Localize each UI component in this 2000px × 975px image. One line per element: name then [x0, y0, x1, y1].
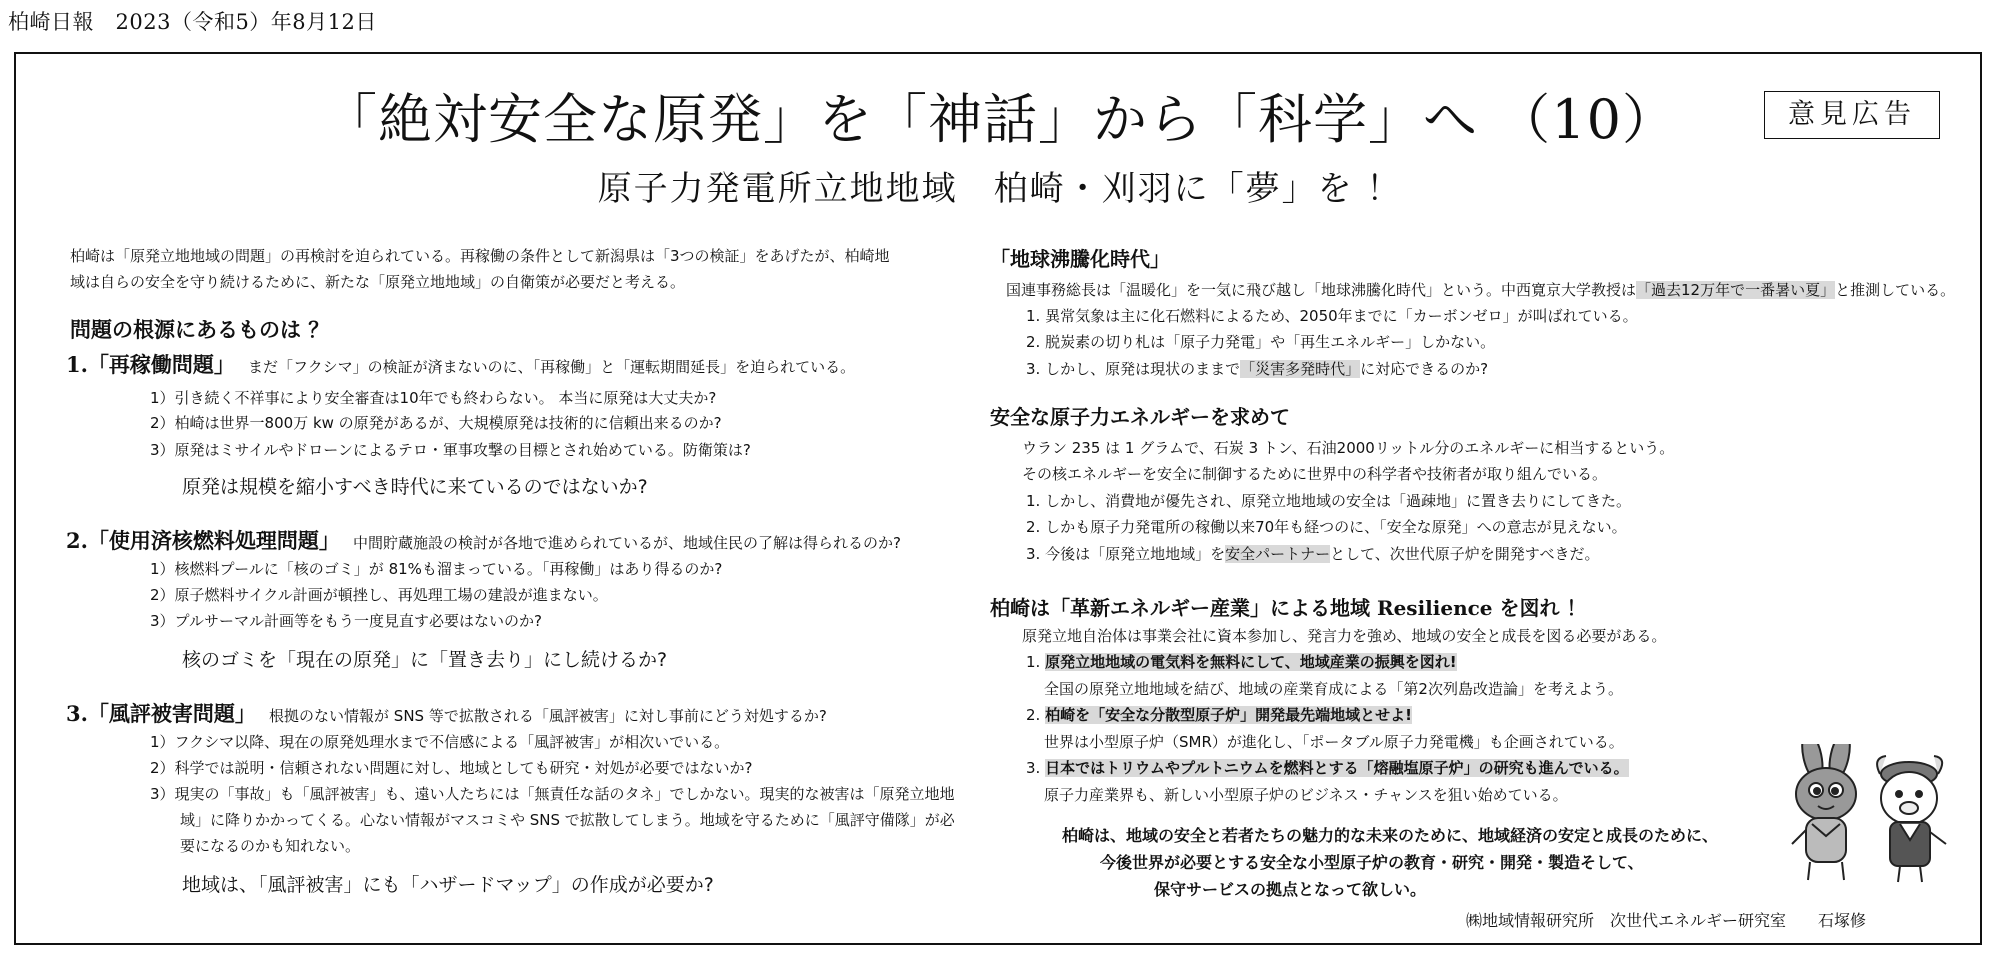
section-3-item-3b: 域」に降りかかってくる。心ない情報がマスコミや SNS で拡散してしまう。地域を守るために「風評守備隊」が必 [180, 811, 955, 829]
safe-nuclear-item-3-end: として、次世代原子炉を開発すべきだ。 [1330, 545, 1600, 563]
section-1-title: 1.「再稼働問題」 [66, 352, 235, 377]
boiling-era-lead-end: と推測している。 [1835, 281, 1956, 299]
intro-line-1: 柏崎は「原発立地地域の問題」の再検討を迫られている。再稼働の条件として新潟県は「3つの検証」をあげたが、柏崎地 [70, 247, 890, 265]
resilience-item-2-sub: 世界は小型原子炉（SMR）が進化し、「ポータブル原子力発電機」も企画されている。 [1044, 733, 1624, 751]
section-1-header [66, 349, 855, 379]
section-2-conclusion: 核のゴミを「現在の原発」に「置き去り」にし続けるか? [182, 649, 668, 671]
boiling-era-item-3 [1026, 358, 1488, 379]
section-2-header [66, 525, 901, 555]
mascots [1762, 744, 1968, 888]
resilience-item-1-sub: 全国の原発立地地域を結び、地域の産業育成による「第2次列島改造論」を考えよう。 [1044, 680, 1623, 698]
resilience-item-2-highlight: 柏崎を「安全な分散型原子炉」開発最先端地域とせよ! [1045, 706, 1412, 724]
section-3-header [66, 698, 827, 728]
resilience-item-3-sub: 原子力産業界も、新しい小型原子炉のビジネス・チャンスを狙い始めている。 [1044, 786, 1568, 804]
safe-nuclear-item-3 [1026, 543, 1600, 564]
boiling-era-highlight: 「過去12万年で一番暑い夏」 [1636, 281, 1836, 299]
boiling-era-lead-text: 国連事務総長は「温暖化」を一気に飛び越し「地球沸騰化時代」という。中西寛京大学教授は [1006, 281, 1637, 299]
safe-nuclear-item-1: 1. しかし、消費地が優先され、原発立地地域の安全は「過疎地」に置き去りにしてきた。 [1026, 492, 1631, 510]
subtitle: 原子力発電所立地地域 柏崎・刈羽に「夢」を ！ [597, 169, 1403, 209]
disaster-era-highlight: 「災害多発時代」 [1240, 360, 1361, 378]
resilience-item-1 [1026, 651, 1457, 672]
section-2-item-1: 1）核燃料プールに「核のゴミ」が 81%も溜まっている。「再稼働」はあり得るのか? [150, 560, 723, 578]
resilience-heading: 柏崎は「革新エネルギー産業」による地域 Resilience を図れ ！ [990, 596, 1587, 620]
section-2-lead: 中間貯蔵施設の検討が各地で進められているが、地域住民の了解は得られるのか? [353, 534, 901, 552]
opinion-ad-badge: 意見広告 [1764, 91, 1940, 139]
safe-nuclear-heading: 安全な原子力エネルギーを求めて [990, 405, 1290, 429]
resilience-item-2 [1026, 704, 1412, 725]
masthead: 柏崎日報 2023（令和5）年8月12日 [8, 10, 377, 34]
intro-line-2: 域は自らの安全を守り続けるために、新たな「原発立地地域」の自衛策が必要だと考える。 [70, 273, 686, 291]
safe-partner-highlight: 安全パートナー [1225, 545, 1331, 563]
section-3-title: 3.「風評被害問題」 [66, 701, 256, 726]
boiling-era-item-3-end: に対応できるのか? [1360, 360, 1489, 378]
signature: ㈱地域情報研究所 次世代エネルギー研究室 石塚修 [1466, 911, 1867, 930]
section-3-item-3c: 要になるのかも知れない。 [180, 837, 361, 855]
section-1-item-1: 1）引き続く不祥事により安全審査は10年でも終わらない。 本当に原発は大丈夫か? [150, 389, 717, 407]
goat-mascot-icon [1877, 756, 1946, 882]
boiling-era-item-3-text: 3. しかし、原発は現状のままで [1026, 360, 1241, 378]
resilience-item-3-highlight: 日本ではトリウムやプルトニウムを燃料とする「熔融塩原子炉」の研究も進んでいる。 [1045, 759, 1629, 777]
left-heading: 問題の根源にあるものは ？ [70, 317, 330, 342]
closing-line-1: 柏崎は、地域の安全と若者たちの魅力的な未来のために、地域経済の安定と成長のために、 [1062, 826, 1719, 845]
resilience-item-1-highlight: 原発立地地域の電気料を無料にして、地域産業の振興を図れ! [1045, 653, 1457, 671]
page-title: 「絶対安全な原発」を「神話」から「科学」へ （10） [323, 88, 1677, 151]
boiling-era-heading: 「地球沸騰化時代」 [990, 247, 1170, 271]
safe-nuclear-item-2: 2. しかも原子力発電所の稼働以来70年も経つのに、「安全な原発」への意志が見えない。 [1026, 518, 1627, 536]
safe-nuclear-line-1: ウラン 235 は 1 グラムで、石炭 3 トン、石油2000リットル分のエネルギーに相当するという。 [1022, 439, 1675, 457]
section-3-conclusion: 地域は、「風評被害」にも「ハザードマップ」の作成が必要か? [182, 874, 714, 896]
resilience-item-3 [1026, 757, 1629, 778]
section-1-item-3: 3）原発はミサイルやドローンによるテロ・軍事攻撃の目標とされ始めている。防衛策は? [150, 441, 751, 459]
boiling-era-item-1: 1. 異常気象は主に化石燃料によるため、2050年までに「カーボンゼロ」が叫ばれている。 [1026, 307, 1638, 325]
section-1-conclusion: 原発は規模を縮小すべき時代に来ているのではないか? [182, 476, 648, 498]
resilience-lead: 原発立地自治体は事業会社に資本参加し、発言力を強め、地域の安全と成長を図る必要がある。 [1022, 627, 1667, 645]
resilience-item-1-number: 1. [1026, 653, 1041, 671]
safe-nuclear-item-3-text: 3. 今後は「原発立地地域」を [1026, 545, 1226, 563]
closing-line-3: 保守サービスの拠点となって欲しい。 [1154, 880, 1427, 899]
section-3-item-3a: 3）現実の「事故」も「風評被害」も、遠い人たちには「無責任な話のタネ」でしかない。現実的な被害は「原発立地地 [150, 785, 955, 803]
section-3-item-2: 2）科学では説明・信頼されない問題に対し、地域としても研究・対処が必要ではないか? [150, 759, 753, 777]
boiling-era-item-2: 2. 脱炭素の切り札は「原子力発電」や「再生エネルギー」しかない。 [1026, 333, 1496, 351]
safe-nuclear-line-2: その核エネルギーを安全に制御するために世界中の科学者や技術者が取り組んでいる。 [1022, 465, 1608, 483]
section-3-lead: 根拠のない情報が SNS 等で拡散される「風評被害」に対し事前にどう対処するか? [269, 707, 827, 725]
section-2-item-2: 2）原子燃料サイクル計画が頓挫し、再処理工場の建設が進まない。 [150, 586, 608, 604]
section-1-lead: まだ「フクシマ」の検証が済まないのに、「再稼働」と「運転期間延長」を迫られている。 [248, 358, 856, 376]
boiling-era-lead [1006, 279, 1955, 300]
closing-line-2: 今後世界が必要とする安全な小型原子炉の教育・研究・開発・製造そして、 [1100, 853, 1644, 872]
section-1-item-2: 2）柏崎は世界一800万 kw の原発があるが、大規模原発は技術的に信頼出来るのか? [150, 414, 722, 432]
resilience-item-2-number: 2. [1026, 706, 1041, 724]
section-3-item-1: 1）フクシマ以降、現在の原発処理水まで不信感による「風評被害」が相次いでいる。 [150, 733, 730, 751]
rabbit-mascot-icon [1792, 744, 1856, 880]
section-2-title: 2.「使用済核燃料処理問題」 [66, 528, 340, 553]
section-2-item-3: 3）プルサーマル計画等をもう一度見直す必要はないのか? [150, 612, 542, 630]
resilience-item-3-number: 3. [1026, 759, 1041, 777]
